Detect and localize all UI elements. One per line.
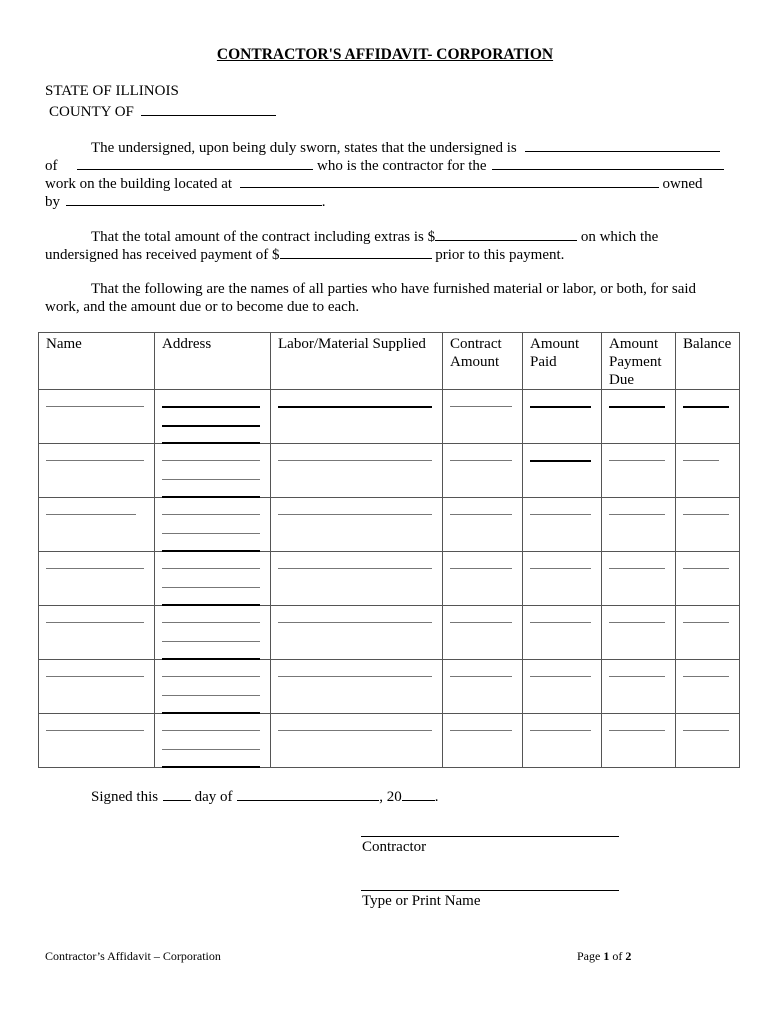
table-row	[39, 606, 740, 660]
cell-balance	[676, 390, 740, 444]
cell-contract-amount	[443, 606, 523, 660]
balance-fill-line[interactable]	[683, 460, 719, 461]
contract-amount-fill-line[interactable]	[450, 568, 512, 569]
amount-paid-fill-line[interactable]	[530, 514, 591, 515]
para1-text-1: The undersigned, upon being duly sworn, states that the undersigned is	[91, 140, 517, 156]
amount-paid-fill-line[interactable]	[530, 406, 591, 408]
contract-amount-fill-line[interactable]	[450, 676, 512, 677]
balance-fill-line[interactable]	[683, 622, 729, 623]
address-fill-line[interactable]	[162, 587, 260, 588]
cell-labor-material	[271, 498, 443, 552]
para3-line1: That the following are the names of all parties who have furnished material or labor, or both, for said	[91, 281, 697, 297]
para2-line2	[45, 244, 564, 264]
name-fill-line[interactable]	[46, 460, 144, 461]
county-blank[interactable]	[141, 101, 276, 116]
amount-paid-fill-line[interactable]	[530, 676, 591, 677]
amount-paid-fill-line[interactable]	[530, 460, 591, 462]
cell-address	[155, 444, 271, 498]
header-balance: Balance	[676, 333, 740, 390]
cell-name	[39, 660, 155, 714]
balance-fill-line[interactable]	[683, 676, 729, 677]
cell-amount-payment-due	[602, 660, 676, 714]
address-fill-line[interactable]	[162, 479, 260, 480]
para3-line2: work, and the amount due or to become due to each.	[45, 299, 360, 315]
work-description-blank[interactable]	[492, 155, 724, 170]
header-amount-payment-due: Amount Payment Due	[602, 333, 676, 390]
contract-total-blank[interactable]	[435, 226, 577, 241]
para1-text-of: of	[45, 158, 58, 174]
table-row	[39, 552, 740, 606]
name-fill-line[interactable]	[46, 514, 136, 515]
address-fill-line[interactable]	[162, 568, 260, 569]
address-fill-line[interactable]	[162, 695, 260, 696]
cell-amount-payment-due	[602, 498, 676, 552]
table-body	[39, 390, 740, 768]
cell-amount-payment-due	[602, 606, 676, 660]
cell-amount-payment-due	[602, 552, 676, 606]
cell-address	[155, 606, 271, 660]
contract-amount-fill-line[interactable]	[450, 460, 512, 461]
cell-balance	[676, 714, 740, 768]
cell-contract-amount	[443, 714, 523, 768]
cell-amount-payment-due	[602, 390, 676, 444]
signed-text: Signed this	[91, 789, 159, 805]
amount-payment-due-fill-line[interactable]	[609, 622, 665, 623]
document-title: CONTRACTOR'S AFFIDAVIT- CORPORATION	[216, 46, 554, 63]
address-fill-line[interactable]	[162, 425, 260, 427]
contract-amount-fill-line[interactable]	[450, 514, 512, 515]
cell-address	[155, 390, 271, 444]
para1-line2	[45, 155, 724, 175]
cell-name	[39, 606, 155, 660]
header-labor-material: Labor/Material Supplied	[271, 333, 443, 390]
address-fill-line[interactable]	[162, 730, 260, 731]
name-fill-line[interactable]	[46, 676, 144, 677]
state-line: STATE OF ILLINOIS	[45, 83, 179, 99]
balance-fill-line[interactable]	[683, 730, 729, 731]
name-fill-line[interactable]	[46, 568, 144, 569]
amount-payment-due-fill-line[interactable]	[609, 406, 665, 408]
cell-name	[39, 552, 155, 606]
address-fill-line[interactable]	[162, 460, 260, 461]
cell-amount-paid	[523, 444, 602, 498]
cell-contract-amount	[443, 444, 523, 498]
amount-paid-fill-line[interactable]	[530, 622, 591, 623]
cell-address	[155, 552, 271, 606]
address-fill-line[interactable]	[162, 676, 260, 677]
cell-contract-amount	[443, 552, 523, 606]
cell-amount-payment-due	[602, 444, 676, 498]
page-total: 2	[625, 949, 632, 963]
contract-amount-fill-line[interactable]	[450, 622, 512, 623]
name-fill-line[interactable]	[46, 406, 144, 407]
cell-amount-paid	[523, 498, 602, 552]
year-prefix-text: , 20	[379, 789, 402, 805]
para1-line4	[45, 191, 326, 211]
amount-payment-due-fill-line[interactable]	[609, 460, 665, 461]
table-row	[39, 714, 740, 768]
cell-amount-paid	[523, 606, 602, 660]
para1-line1	[91, 137, 720, 157]
address-fill-line[interactable]	[162, 406, 260, 408]
signed-month-blank[interactable]	[237, 786, 379, 801]
labor-material-fill-line[interactable]	[278, 676, 432, 677]
print-name-label: Type or Print Name	[362, 893, 481, 909]
cell-balance	[676, 660, 740, 714]
county-label: COUNTY OF	[49, 104, 134, 120]
footer-doc-name: Contractor’s Affidavit – Corporation	[45, 949, 221, 963]
day-of-text: day of	[194, 789, 233, 805]
cell-name	[39, 390, 155, 444]
address-fill-line[interactable]	[162, 514, 260, 515]
para1-text-by: by	[45, 194, 60, 210]
cell-labor-material	[271, 444, 443, 498]
para1-text-owned: owned	[662, 176, 703, 192]
cell-amount-payment-due	[602, 714, 676, 768]
undersigned-title-blank[interactable]	[525, 137, 720, 152]
labor-material-fill-line[interactable]	[278, 568, 432, 569]
print-name-line[interactable]	[361, 890, 619, 891]
address-fill-line[interactable]	[162, 641, 260, 642]
para1-line3	[45, 173, 703, 193]
cell-labor-material	[271, 390, 443, 444]
para2-text-1: That the total amount of the contract including extras is $	[91, 229, 436, 245]
footer-page-number	[577, 949, 631, 964]
amount-paid-fill-line[interactable]	[530, 568, 591, 569]
page-label: Page	[577, 949, 601, 963]
balance-fill-line[interactable]	[683, 406, 729, 408]
labor-material-fill-line[interactable]	[278, 730, 432, 731]
payment-received-blank[interactable]	[280, 244, 432, 259]
para1-text-contractor: who is the contractor for the	[317, 158, 487, 174]
cell-address	[155, 714, 271, 768]
cell-amount-paid	[523, 552, 602, 606]
name-fill-line[interactable]	[46, 622, 144, 623]
cell-name	[39, 498, 155, 552]
cell-balance	[676, 606, 740, 660]
para2-text-3: undersigned has received payment of $	[45, 247, 280, 263]
table-header-row	[39, 333, 740, 390]
building-location-blank[interactable]	[240, 173, 659, 188]
contract-amount-fill-line[interactable]	[450, 730, 512, 731]
cell-amount-paid	[523, 390, 602, 444]
cell-name	[39, 714, 155, 768]
labor-material-fill-line[interactable]	[278, 406, 432, 408]
balance-fill-line[interactable]	[683, 514, 729, 515]
amount-paid-fill-line[interactable]	[530, 730, 591, 731]
address-fill-line[interactable]	[162, 749, 260, 750]
signed-line	[91, 786, 439, 806]
signed-day-blank[interactable]	[163, 786, 191, 801]
cell-address	[155, 498, 271, 552]
cell-name	[39, 444, 155, 498]
cell-labor-material	[271, 660, 443, 714]
balance-fill-line[interactable]	[683, 568, 729, 569]
cell-contract-amount	[443, 498, 523, 552]
cell-balance	[676, 498, 740, 552]
para1-text-location: work on the building located at	[45, 176, 233, 192]
address-fill-line[interactable]	[162, 533, 260, 534]
cell-amount-paid	[523, 660, 602, 714]
corporation-name-blank[interactable]	[77, 155, 313, 170]
cell-labor-material	[271, 606, 443, 660]
amount-payment-due-fill-line[interactable]	[609, 568, 665, 569]
page-current: 1	[603, 949, 610, 963]
amount-payment-due-fill-line[interactable]	[609, 676, 665, 677]
cell-address	[155, 660, 271, 714]
header-address: Address	[155, 333, 271, 390]
table-row	[39, 498, 740, 552]
cell-labor-material	[271, 714, 443, 768]
cell-labor-material	[271, 552, 443, 606]
para1-period: .	[321, 194, 326, 210]
name-fill-line[interactable]	[46, 730, 144, 731]
header-contract-amount: Contract Amount	[443, 333, 523, 390]
contractor-label: Contractor	[362, 839, 427, 855]
contractor-signature-line[interactable]	[361, 836, 619, 837]
contract-amount-fill-line[interactable]	[450, 406, 512, 407]
labor-material-fill-line[interactable]	[278, 460, 432, 461]
para2-text-2: on which the	[580, 229, 659, 245]
county-line	[49, 101, 276, 121]
parties-table	[38, 332, 740, 768]
cell-balance	[676, 552, 740, 606]
para2-text-4: prior to this payment.	[435, 247, 565, 263]
address-fill-line[interactable]	[162, 766, 260, 768]
cell-contract-amount	[443, 390, 523, 444]
owner-name-blank[interactable]	[66, 191, 322, 206]
table-row	[39, 444, 740, 498]
cell-balance	[676, 444, 740, 498]
table-row	[39, 390, 740, 444]
signed-year-blank[interactable]	[402, 786, 435, 801]
para2-line1	[91, 226, 658, 246]
amount-payment-due-fill-line[interactable]	[609, 514, 665, 515]
signed-period: .	[434, 789, 439, 805]
amount-payment-due-fill-line[interactable]	[609, 730, 665, 731]
table-row	[39, 660, 740, 714]
address-fill-line[interactable]	[162, 622, 260, 623]
cell-contract-amount	[443, 660, 523, 714]
labor-material-fill-line[interactable]	[278, 514, 432, 515]
header-name: Name	[39, 333, 155, 390]
labor-material-fill-line[interactable]	[278, 622, 432, 623]
page-of: of	[612, 949, 623, 963]
cell-amount-paid	[523, 714, 602, 768]
header-amount-paid: Amount Paid	[523, 333, 602, 390]
